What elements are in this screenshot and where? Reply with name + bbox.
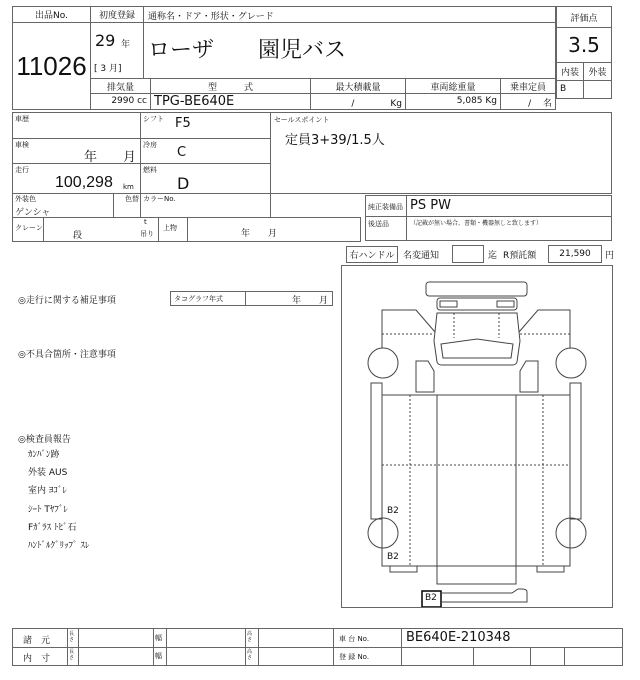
sales-point: 定員3+39/1.5人 <box>285 133 385 148</box>
displacement: 2990 cc <box>90 93 151 110</box>
damage-mark: B2 <box>425 593 437 603</box>
equipment: PS PW <box>410 198 451 213</box>
color-no-label: カラーNo. <box>143 195 176 203</box>
reg-label: 登 録 No. <box>339 653 370 661</box>
yen-label: 円 <box>605 251 615 261</box>
color-change-label: 色替 <box>125 195 139 203</box>
mileage: 100,298 <box>55 174 113 191</box>
displacement-label: 排気量 <box>90 78 151 94</box>
mileage-cell <box>12 163 141 194</box>
sales-point-label: セールスポイント <box>274 116 330 124</box>
score-label: 評価点 <box>556 6 612 28</box>
max-load: / Kg <box>310 93 406 110</box>
shift: F5 <box>175 116 191 131</box>
defects-label: ◎不具合箇所・注意事項 <box>18 350 116 360</box>
score: 3.5 <box>556 27 612 63</box>
inner-label: 内 寸 <box>23 654 51 664</box>
exterior-label: 外装 <box>583 62 612 81</box>
inspection: 年 月 <box>83 150 136 165</box>
inspector-item: 室内 ﾖｺﾞﾚ <box>28 486 67 497</box>
lot-number: 11026 <box>12 22 91 110</box>
inspector-item: ｼｰﾄ Tﾔﾌﾞﾚ <box>28 504 68 515</box>
inspection-cell <box>12 138 141 164</box>
gross-weight: 5,085 Kg <box>405 93 501 110</box>
crane-row <box>12 217 361 242</box>
mileage-unit: km <box>123 183 134 191</box>
fuel: D <box>177 174 190 193</box>
height-label: 高さ <box>247 631 253 643</box>
chassis-number: BE640E-210348 <box>406 630 511 645</box>
crane-t: t <box>144 218 147 226</box>
model: TPG-BE640E <box>150 93 311 110</box>
model-label: 型 式 <box>150 78 311 94</box>
vehicle-name: ローザ 園児バス <box>143 22 556 79</box>
max-load-label: 最大積載量 <box>310 78 406 94</box>
later-label: 後送品 <box>368 220 389 228</box>
footer-table <box>12 628 623 666</box>
color-no-cell <box>140 193 271 218</box>
width-label: 幅 <box>155 652 162 660</box>
tacho-date: 年 月 <box>291 296 328 306</box>
first-reg-label: 初度登録 <box>90 6 144 23</box>
name-label: 通称名・ドア・形状・グレード <box>143 6 556 23</box>
shift-cell <box>140 112 271 139</box>
damage-mark: B2 <box>387 506 399 516</box>
damage-diagram <box>341 265 613 608</box>
crane-hang: 吊り <box>140 230 154 238</box>
body-date: 年 月 <box>241 229 278 239</box>
length-label: 長さ <box>69 649 75 661</box>
right-handle-badge: 右ハンドル <box>346 246 398 263</box>
chassis-label: 車 台 No. <box>339 635 370 643</box>
tacho-label: タコグラフ年式 <box>174 295 223 303</box>
equipment-label: 純正装備品 <box>368 203 403 211</box>
crane-label: クレーン <box>15 224 43 232</box>
later-note: （記載が無い場合、書類・機器無しと致します） <box>410 220 543 227</box>
ac-cell <box>140 138 271 164</box>
fuel-cell <box>140 163 271 194</box>
inspector-item: Fｶﾞﾗｽ ﾄﾋﾞ石 <box>28 522 77 533</box>
history-cell <box>12 112 141 139</box>
inspector-item: 外装 AUS <box>28 468 68 479</box>
name-change-box <box>452 245 484 263</box>
equipment-box <box>365 195 612 217</box>
body-label: 上物 <box>163 224 177 232</box>
interior-label: 内装 <box>556 62 584 81</box>
height-label: 高さ <box>247 649 253 661</box>
color: ゲンシャ <box>15 208 51 218</box>
capacity-label: 乗車定員 <box>500 78 556 94</box>
capacity: / 名 <box>500 93 556 110</box>
exterior-grade <box>583 80 612 99</box>
lot-label: 出品No. <box>12 6 91 23</box>
ac-label: 冷房 <box>143 141 157 149</box>
reg-year: 29 <box>95 31 116 50</box>
interior-grade: B <box>556 80 584 99</box>
first-reg-cell <box>90 22 144 79</box>
bus-outline <box>342 266 612 607</box>
inspection-label: 車検 <box>15 141 29 149</box>
reg-month: [ 3 月] <box>94 64 122 74</box>
length-label: 長さ <box>69 631 75 643</box>
color-label: 外装色 <box>15 195 36 203</box>
tacho-box <box>170 291 333 306</box>
history-label: 車歴 <box>15 115 29 123</box>
mileage-label: 走行 <box>15 166 29 174</box>
inspector-label: ◎検査員報告 <box>18 435 71 445</box>
year-unit: 年 <box>121 40 131 50</box>
ac: C <box>177 145 187 160</box>
fuel-label: 燃料 <box>143 166 157 174</box>
later-box <box>365 216 612 241</box>
until-label: 迄 <box>488 251 498 261</box>
name-change-label: 名変通知 <box>403 251 440 261</box>
color-cell <box>12 193 114 218</box>
recycle-amount: 21,590 <box>548 245 602 263</box>
driving-notes-label: ◎走行に関する補足事項 <box>18 296 116 306</box>
inspector-item: ﾊﾝﾄﾞﾙｸﾞﾘｯﾌﾟ ｽﾚ <box>28 541 90 552</box>
shift-label: シフト <box>143 115 164 123</box>
width-label: 幅 <box>155 634 162 642</box>
crane-stage: 段 <box>73 231 83 241</box>
sales-point-box <box>270 112 612 194</box>
recycle-label: R預託額 <box>503 251 537 261</box>
inspector-item: ｶﾝﾊﾞﾝ跡 <box>28 450 60 460</box>
damage-mark: B2 <box>387 552 399 562</box>
color-change-cell <box>113 193 141 218</box>
specs-label: 諸 元 <box>23 636 51 646</box>
gross-weight-label: 車両総重量 <box>405 78 501 94</box>
inspector-items <box>28 446 89 555</box>
